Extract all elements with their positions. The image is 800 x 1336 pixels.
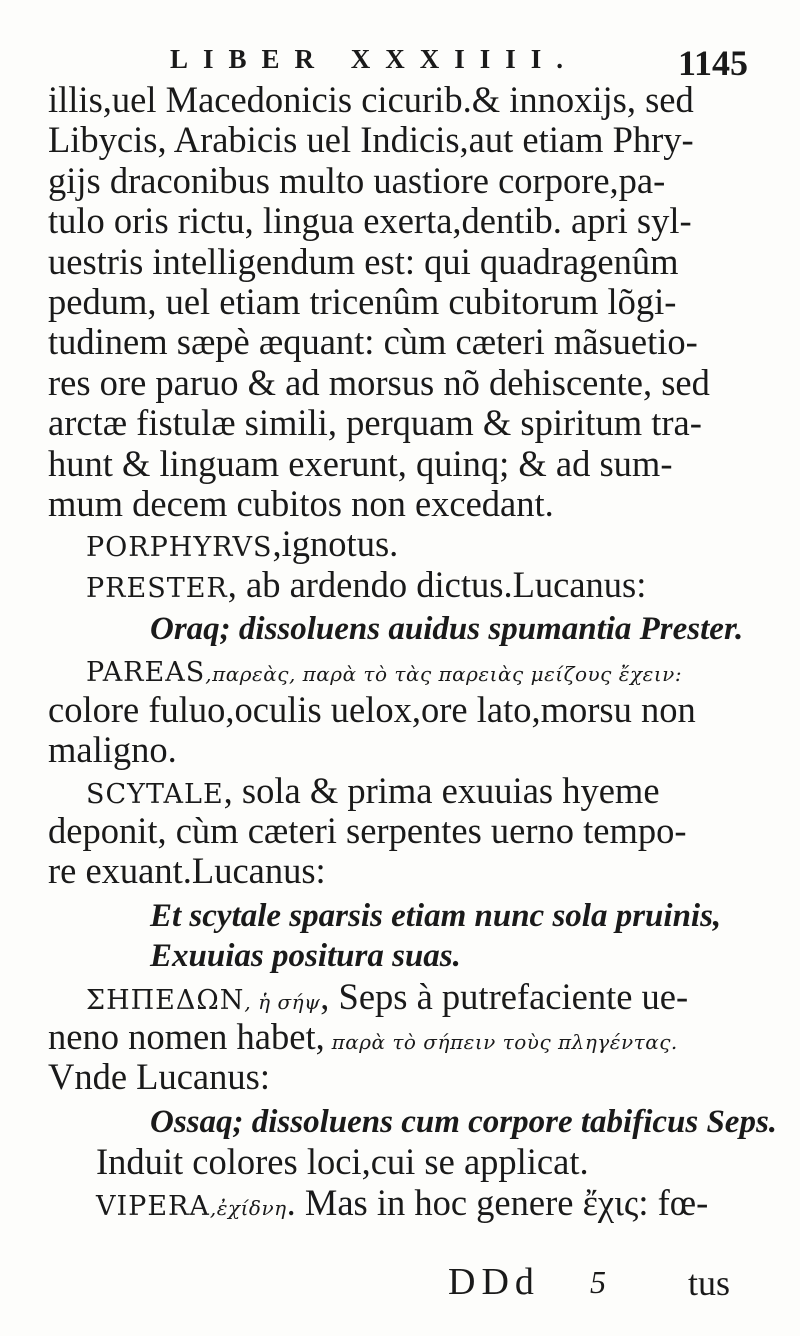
entry-text: , ab ardendo dictus.Lucanus: <box>227 563 647 605</box>
greek-gloss: ,ἐχίδνη <box>209 1195 287 1220</box>
body-text <box>48 79 778 1223</box>
entry-heading: PAREAS <box>86 657 206 689</box>
text-line: maligno. <box>48 729 177 771</box>
entry-scytale <box>48 771 768 811</box>
greek-gloss: παρὰ τὸ σήπειν τοὺς πληγέντας. <box>324 1029 678 1054</box>
verse-quote: Ossaq; dissoluens cum corpore tabificus Seps. <box>150 1103 778 1140</box>
entry-text: ,ignotus. <box>272 523 399 565</box>
signature-mark: DDd <box>448 1261 540 1303</box>
catchword: tus <box>688 1263 731 1303</box>
page-footer <box>0 1260 800 1310</box>
text-line <box>48 1017 768 1057</box>
entry-heading: ΣΗΠΕΔΩΝ <box>86 984 245 1016</box>
text-line: Vnde Lucanus: <box>48 1056 270 1098</box>
text-line: illis,uel Macedonicis cicurib.& innoxijs, sed <box>48 79 694 120</box>
entry-heading: VIPERA <box>96 1190 210 1222</box>
text-line: uestris intelligendum est: qui quadragenûm <box>48 240 679 282</box>
entry-prester <box>48 565 768 605</box>
text-line: colore fuluo,oculis uelox,ore lato,morsu non <box>48 688 696 730</box>
signature-number: 5 <box>590 1264 606 1300</box>
text-line: mum decem cubitos non excedant. <box>48 482 554 524</box>
entry-pareas <box>48 649 768 689</box>
verse-quote: Et scytale sparsis etiam nunc sola pruinis, <box>150 897 722 934</box>
page-header <box>170 42 770 82</box>
greek-gloss: ,παρεὰς, παρὰ τὸ τὰς παρειὰς μείζους ἔχειν: <box>205 662 683 687</box>
text-line: hunt & linguam exerunt, quinq; & ad sum- <box>48 442 673 484</box>
greek-gloss: , ἡ σήψ <box>244 989 321 1014</box>
entry-porphyrus <box>48 524 768 564</box>
entry-sepedon <box>48 977 768 1017</box>
text-line: re exuant.Lucanus: <box>48 850 326 892</box>
text-line: deponit, cùm cæteri serpentes uerno tempo- <box>48 810 687 852</box>
entry-heading: PRESTER <box>86 572 228 604</box>
entry-vipera <box>48 1183 768 1223</box>
verse-quote: Oraq; dissoluens auidus spumantia Prester. <box>150 611 744 648</box>
entry-text: neno nomen habet, <box>48 1015 325 1057</box>
text-line: res ore paruo & ad morsus nõ dehiscente, sed <box>48 361 710 403</box>
text-line: arctæ fistulæ simili, perquam & spiritum tra- <box>48 402 702 444</box>
text-line: tudinem sæpè æquant: cùm cæteri mãsuetio- <box>48 321 698 363</box>
entry-text: , Seps à putrefaciente ue- <box>320 975 689 1017</box>
entry-text: , sola & prima exuuias hyeme <box>223 769 660 811</box>
text-line: pedum, uel etiam tricenûm cubitorum lõgi- <box>48 280 677 322</box>
text-line: tulo oris rictu, lingua exerta,dentib. apri syl- <box>48 200 692 242</box>
entry-heading: SCYTALE <box>86 778 224 810</box>
entry-heading: PORPHYRVS <box>86 532 273 564</box>
verse-quote: Exuuias positura suas. <box>150 938 461 975</box>
text-line: Libycis, Arabicis uel Indicis,aut etiam Phry- <box>48 119 694 161</box>
page-number: 1145 <box>677 43 748 83</box>
text-line: Induit colores loci,cui se applicat. <box>96 1141 589 1183</box>
running-head: LIBER XXXIIII. <box>170 44 579 74</box>
entry-text: . Mas in hoc genere ἔχις: fœ- <box>286 1181 709 1223</box>
text-line: gijs draconibus multo uastiore corpore,pa- <box>48 159 666 201</box>
